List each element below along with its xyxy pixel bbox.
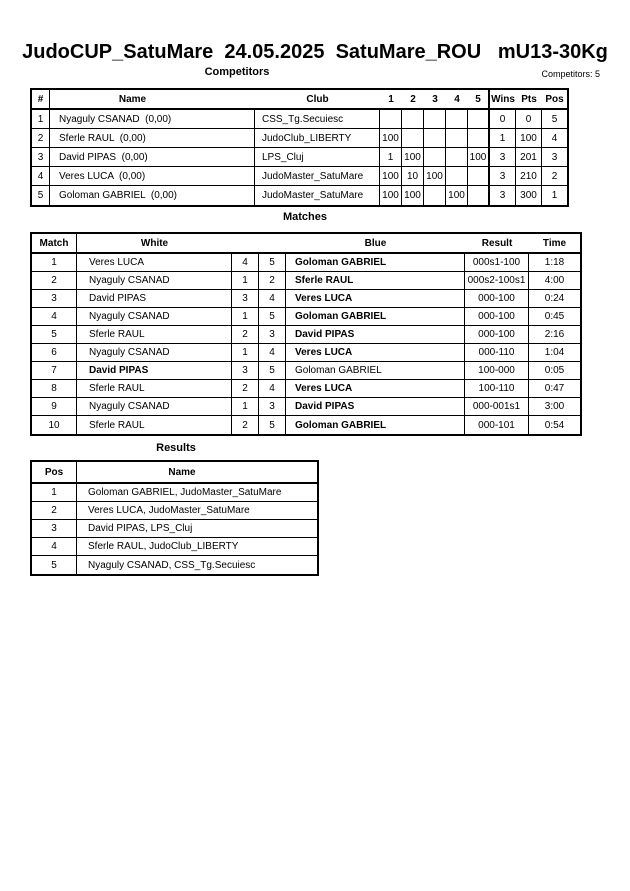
results-heading: Results: [156, 442, 196, 454]
cell-wn: 3: [232, 362, 259, 379]
cell-scores-1: 100: [402, 148, 424, 166]
cell-bn: 5: [259, 416, 286, 434]
cell-pos: 3: [32, 520, 77, 537]
cell-time: 0:45: [544, 311, 565, 322]
cell-scores-0: 100: [380, 129, 402, 147]
cell-num: 1: [32, 110, 50, 128]
cell-num: 5: [32, 186, 50, 205]
competitors-table: [30, 88, 569, 207]
cell-pos: 4: [32, 538, 77, 555]
cell-num: 8: [32, 380, 77, 397]
cell-bn: 3: [259, 398, 286, 415]
cell-name: Sferle RAUL, JudoClub_LIBERTY: [88, 541, 239, 552]
cell-scores-4: [468, 167, 490, 185]
column-header: 5: [468, 90, 490, 108]
cell-num: 5: [32, 326, 77, 343]
cell-time: 0:47: [544, 383, 565, 394]
cell-pos: 2: [551, 170, 558, 182]
cell-blue: David PIPAS: [286, 398, 465, 415]
cell-num: 10: [32, 416, 77, 434]
cell-white: Nyaguly CSANAD: [77, 308, 232, 325]
cell-wins: 3: [490, 148, 516, 166]
column-header: [232, 234, 259, 252]
column-header: 4: [454, 93, 460, 105]
results-table: [30, 460, 319, 576]
cell-name: David PIPAS (0,00): [50, 148, 255, 166]
cell-wins: 3: [490, 186, 516, 205]
column-header: [259, 234, 286, 252]
table-row: [32, 272, 580, 290]
table-row: [32, 380, 580, 398]
cell-num: 9: [32, 398, 77, 415]
cell-wins: 0: [490, 110, 516, 128]
cell-scores-1: 10: [402, 167, 424, 185]
table-row: [32, 290, 580, 308]
cell-pts: 300: [516, 186, 542, 205]
cell-scores-3: [446, 167, 468, 185]
cell-pos: 4: [551, 132, 558, 144]
column-header: 2: [410, 93, 416, 105]
cell-scores-1: [402, 129, 424, 147]
cell-club: LPS_Cluj: [255, 148, 380, 166]
cell-scores-4: 100: [468, 148, 490, 166]
cell-wn: 1: [232, 272, 259, 289]
cell-result: 100-000: [465, 362, 529, 379]
cell-scores-2: [424, 129, 446, 147]
cell-name: Veres LUCA, JudoMaster_SatuMare: [88, 505, 250, 516]
cell-num: 3: [32, 290, 77, 307]
cell-pts: 201: [516, 148, 542, 166]
cell-num: 4: [32, 167, 50, 185]
cell-result: 000-001s1: [465, 398, 529, 415]
cell-scores-2: [424, 110, 446, 128]
cell-scores-1: [402, 110, 424, 128]
column-header: Blue: [364, 237, 387, 249]
cell-bn: 2: [259, 272, 286, 289]
cell-blue: Sferle RAUL: [286, 272, 465, 289]
table-row: [32, 254, 580, 272]
cell-white: Sferle RAUL: [77, 416, 232, 434]
cell-pos: 3: [551, 151, 558, 163]
cell-scores-4: [468, 110, 490, 128]
cell-white: Sferle RAUL: [77, 380, 232, 397]
cell-blue: Veres LUCA: [286, 290, 465, 307]
table-row: [32, 129, 567, 148]
competitors-count: Competitors: 5: [541, 69, 600, 79]
cell-time: 0:05: [544, 365, 565, 376]
cell-club: JudoClub_LIBERTY: [255, 129, 380, 147]
cell-pos: 5: [551, 113, 558, 125]
column-header: Pos: [32, 462, 77, 482]
cell-pts: 0: [516, 110, 542, 128]
cell-wn: 4: [232, 254, 259, 271]
cell-white: Veres LUCA: [77, 254, 232, 271]
cell-bn: 4: [259, 290, 286, 307]
cell-time: 1:04: [544, 347, 565, 358]
cell-wn: 1: [232, 344, 259, 361]
cell-scores-3: [446, 148, 468, 166]
cell-white: Nyaguly CSANAD: [77, 272, 232, 289]
cell-blue: Goloman GABRIEL: [286, 362, 465, 379]
cell-name: Nyaguly CSANAD (0,00): [50, 110, 255, 128]
column-header: Result: [481, 237, 513, 249]
cell-pos: 2: [32, 502, 77, 519]
column-header: Wins: [491, 93, 515, 105]
cell-name: David PIPAS, LPS_Cluj: [88, 523, 193, 534]
column-header: White: [140, 237, 169, 249]
cell-pts: 210: [516, 167, 542, 185]
cell-scores-3: [446, 110, 468, 128]
cell-pts: 100: [516, 129, 542, 147]
matches-table: [30, 232, 582, 436]
cell-scores-0: 100: [380, 167, 402, 185]
cell-scores-0: [380, 110, 402, 128]
cell-scores-2: [424, 186, 446, 205]
cell-scores-0: 100: [380, 186, 402, 205]
cell-wn: 2: [232, 326, 259, 343]
table-row: [32, 416, 580, 434]
cell-scores-0: 1: [380, 148, 402, 166]
cell-name: Nyaguly CSANAD, CSS_Tg.Secuiesc: [88, 559, 256, 571]
cell-result: 000-101: [465, 416, 529, 434]
cell-bn: 5: [259, 362, 286, 379]
cell-wn: 2: [232, 416, 259, 434]
cell-white: Nyaguly CSANAD: [77, 398, 232, 415]
table-row: [32, 344, 580, 362]
cell-wins: 1: [490, 129, 516, 147]
cell-num: 7: [32, 362, 77, 379]
cell-scores-4: [468, 129, 490, 147]
cell-num: 3: [32, 148, 50, 166]
column-header: 1: [388, 93, 394, 105]
results-header-row: [32, 462, 317, 484]
cell-bn: 5: [259, 254, 286, 271]
cell-bn: 5: [259, 308, 286, 325]
cell-pos: 1: [551, 190, 558, 201]
cell-white: David PIPAS: [77, 362, 232, 379]
table-row: [32, 484, 317, 502]
cell-time: 3:00: [544, 401, 565, 412]
cell-club: JudoMaster_SatuMare: [255, 167, 380, 185]
cell-name: Goloman GABRIEL (0,00): [50, 186, 255, 205]
cell-bn: 4: [259, 344, 286, 361]
cell-result: 000-100: [465, 308, 529, 325]
cell-result: 000s1-100: [465, 254, 529, 271]
cell-time: 2:16: [544, 329, 565, 340]
cell-wn: 1: [232, 308, 259, 325]
column-header: Time: [542, 237, 567, 249]
cell-result: 100-110: [465, 380, 529, 397]
cell-bn: 3: [259, 326, 286, 343]
cell-blue: David PIPAS: [286, 326, 465, 343]
matches-header-row: [32, 234, 580, 254]
page-title: JudoCUP_SatuMare 24.05.2025 SatuMare_ROU mU13-30Kg: [22, 41, 608, 63]
table-row: [32, 556, 317, 574]
cell-num: 2: [32, 129, 50, 147]
table-row: [32, 502, 317, 520]
table-row: [32, 538, 317, 556]
column-header: Pts: [521, 93, 537, 105]
cell-num: 2: [32, 272, 77, 289]
table-row: [32, 167, 567, 186]
cell-num: 6: [32, 344, 77, 361]
competitors-heading: Competitors: [204, 66, 270, 78]
cell-scores-1: 100: [402, 186, 424, 205]
cell-result: 000-100: [465, 290, 529, 307]
cell-pos: 5: [32, 556, 77, 574]
column-header: Club: [306, 93, 329, 105]
table-row: [32, 398, 580, 416]
cell-result: 000-100: [465, 326, 529, 343]
table-row: [32, 110, 567, 129]
column-header: Pos: [545, 93, 564, 105]
cell-time: 1:18: [544, 257, 565, 268]
table-row: [32, 308, 580, 326]
cell-num: 4: [32, 308, 77, 325]
cell-club: CSS_Tg.Secuiesc: [255, 110, 380, 128]
column-header: #: [32, 90, 50, 108]
table-row: [32, 148, 567, 167]
cell-blue: Goloman GABRIEL: [286, 308, 465, 325]
cell-num: 1: [32, 254, 77, 271]
cell-scores-2: 100: [424, 167, 446, 185]
cell-blue: Veres LUCA: [286, 380, 465, 397]
cell-name: Veres LUCA (0,00): [50, 167, 255, 185]
cell-time: 4:00: [544, 275, 565, 286]
column-header: 3: [432, 93, 438, 105]
cell-wn: 2: [232, 380, 259, 397]
matches-heading: Matches: [282, 211, 328, 223]
column-header: Match: [32, 234, 77, 252]
cell-wn: 3: [232, 290, 259, 307]
cell-name: Sferle RAUL (0,00): [50, 129, 255, 147]
cell-wn: 1: [232, 398, 259, 415]
cell-scores-3: [446, 129, 468, 147]
cell-blue: Goloman GABRIEL: [286, 416, 465, 434]
competitors-header-row: [32, 90, 567, 110]
cell-time: 0:54: [544, 419, 565, 431]
cell-white: Nyaguly CSANAD: [77, 344, 232, 361]
table-row: [32, 186, 567, 205]
cell-blue: Veres LUCA: [286, 344, 465, 361]
cell-name: Goloman GABRIEL, JudoMaster_SatuMare: [88, 487, 282, 498]
cell-wins: 3: [490, 167, 516, 185]
table-row: [32, 362, 580, 380]
column-header: Name: [118, 93, 147, 105]
cell-white: Sferle RAUL: [77, 326, 232, 343]
cell-scores-4: [468, 186, 490, 205]
cell-pos: 1: [32, 484, 77, 501]
table-row: [32, 326, 580, 344]
cell-white: David PIPAS: [77, 290, 232, 307]
cell-blue: Goloman GABRIEL: [286, 254, 465, 271]
cell-club: JudoMaster_SatuMare: [255, 186, 380, 205]
column-header: Name: [168, 466, 196, 478]
table-row: [32, 520, 317, 538]
cell-scores-3: 100: [446, 186, 468, 205]
cell-scores-2: [424, 148, 446, 166]
cell-bn: 4: [259, 380, 286, 397]
cell-time: 0:24: [544, 293, 565, 304]
cell-result: 000s2-100s1: [465, 272, 529, 289]
cell-result: 000-110: [465, 344, 529, 361]
